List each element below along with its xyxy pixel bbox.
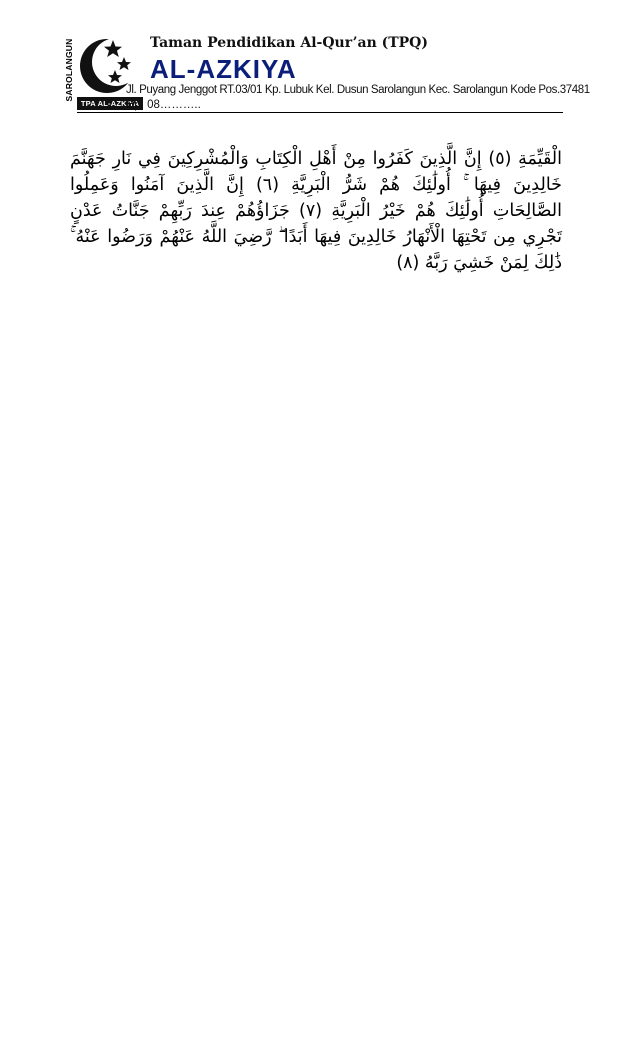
logo-label: TPA AL-AZKIYA bbox=[77, 97, 143, 110]
verse-body: إِنَّ الَّذِينَ كَفَرُوا مِنْ أَهْلِ الْكِتَابِ وَالْمُشْرِكِينَ فِي نَارِ جَهَنَّمَ خَالِدِينَ فِيهَا ۚ أُولَٰئِكَ هُمْ شَرُّ الْبَرِيَّةِ (٦) إِنَّ الَّذِينَ آمَنُوا وَعَمِلُوا الصَّالِحَاتِ أُولَٰئِكَ هُمْ خَيْرُ الْبَرِيَّةِ (٧) جَزَاؤُهُمْ عِندَ رَبِّهِمْ جَنَّاتُ عَدْنٍ تَجْرِي مِن تَحْتِهَا الْأَنْهَارُ خَالِدِينَ فِيهَا أَبَدًا ۖ رَّضِيَ اللَّهُ عَنْهُمْ وَرَضُوا عَنْهُ ۚ ذَٰلِكَ لِمَنْ خَشِيَ رَبَّهُ (٨) bbox=[70, 149, 562, 273]
quran-verse-text bbox=[70, 146, 562, 276]
side-text: SAROLANGUN bbox=[64, 38, 74, 102]
organization-name: AL-AZKIYA bbox=[150, 54, 297, 84]
verse-opening: الْقَيِّمَةِ (٥) bbox=[488, 149, 563, 169]
address-line: Jl. Puyang Jenggot RT.03/01 Kp. Lubuk Kel. Dusun Sarolangun Kec. Sarolangun Kode Pos.37481 bbox=[126, 84, 590, 96]
header-divider bbox=[77, 112, 563, 113]
phone-line: Hp. 08……….. bbox=[126, 99, 201, 111]
side-vertical-label bbox=[62, 34, 76, 106]
organization-title: Taman Pendidikan Al-Qur’an (TPQ) bbox=[150, 35, 429, 51]
